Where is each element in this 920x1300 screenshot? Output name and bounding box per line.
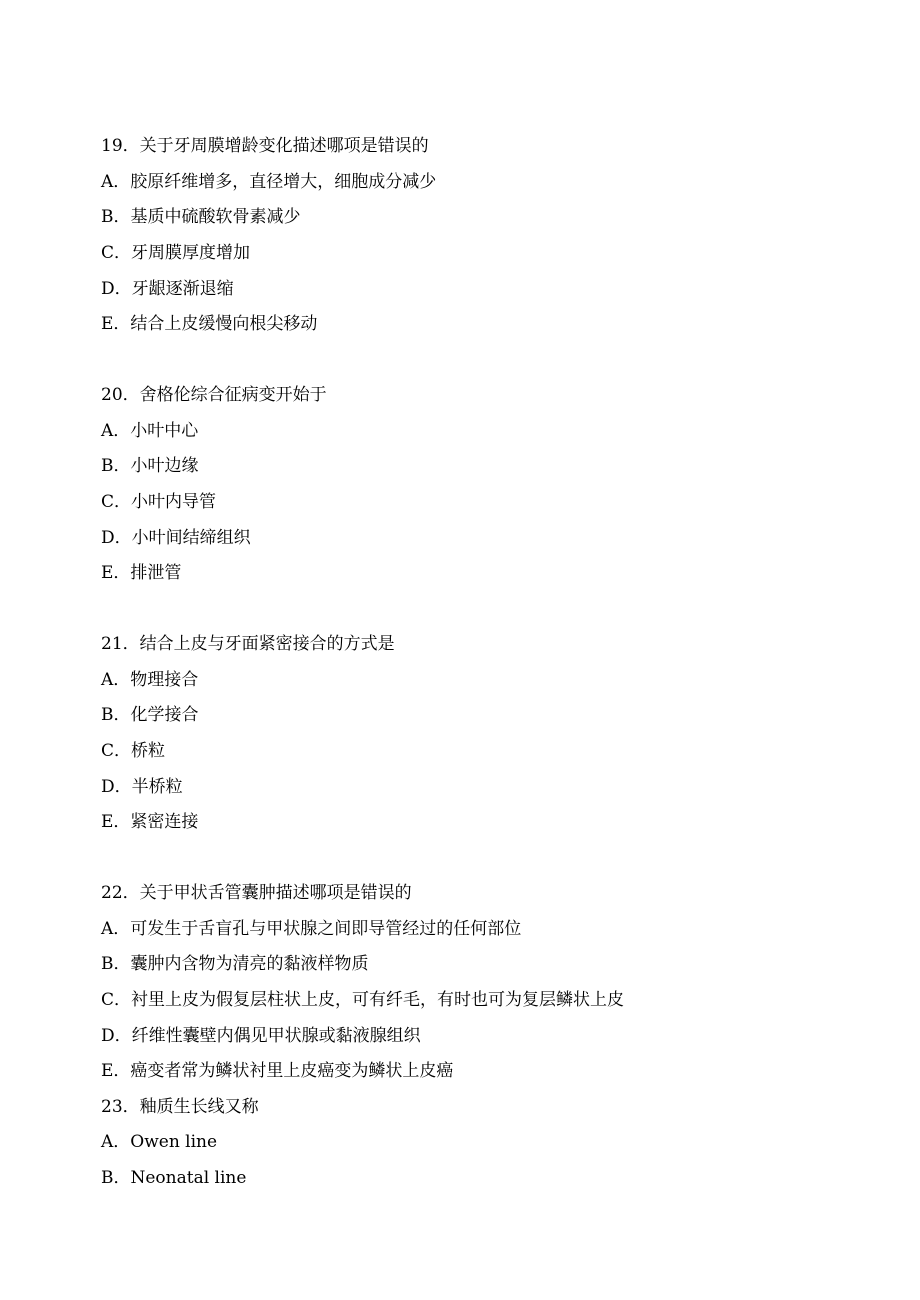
question-19-option-e: E．结合上皮缓慢向根尖移动 [101,314,318,334]
question-19-stem: 19．关于牙周膜增龄变化描述哪项是错误的 [101,136,429,156]
question-22-stem: 22．关于甲状舌管囊肿描述哪项是错误的 [101,883,412,903]
question-19-option-a: A．胶原纤维增多，直径增大，细胞成分减少 [101,172,437,192]
question-23-option-a: A．Owen line [101,1132,218,1152]
question-19-option-b: B．基质中硫酸软骨素减少 [101,207,301,227]
question-19-option-c: C．牙周膜厚度增加 [101,243,251,263]
question-20-option-e: E．排泄管 [101,563,182,583]
question-21-option-d: D．半桥粒 [101,777,183,797]
question-22-option-c: C．衬里上皮为假复层柱状上皮，可有纤毛，有时也可为复层鳞状上皮 [101,990,625,1010]
question-20-option-b: B．小叶边缘 [101,456,199,476]
question-20-option-a: A．小叶中心 [101,421,199,441]
question-21-option-c: C．桥粒 [101,741,166,761]
question-22-option-a: A．可发生于舌盲孔与甲状腺之间即导管经过的任何部位 [101,919,522,939]
question-20-option-c: C．小叶内导管 [101,492,217,512]
question-22-option-b: B．囊肿内含物为清亮的黏液样物质 [101,954,369,974]
question-21-stem: 21．结合上皮与牙面紧密接合的方式是 [101,634,395,654]
question-20-option-d: D．小叶间结缔组织 [101,528,251,548]
question-23-stem: 23．釉质生长线又称 [101,1097,259,1117]
question-22-option-e: E．癌变者常为鳞状衬里上皮癌变为鳞状上皮癌 [101,1061,454,1081]
question-21-option-b: B．化学接合 [101,705,199,725]
question-21-option-a: A．物理接合 [101,670,199,690]
question-21-option-e: E．紧密连接 [101,812,199,832]
question-22-option-d: D．纤维性囊壁内偶见甲状腺或黏液腺组织 [101,1026,421,1046]
question-19-option-d: D．牙龈逐渐退缩 [101,279,234,299]
question-20-stem: 20．舍格伦综合征病变开始于 [101,385,327,405]
question-23-option-b: B．Neonatal line [101,1168,247,1188]
